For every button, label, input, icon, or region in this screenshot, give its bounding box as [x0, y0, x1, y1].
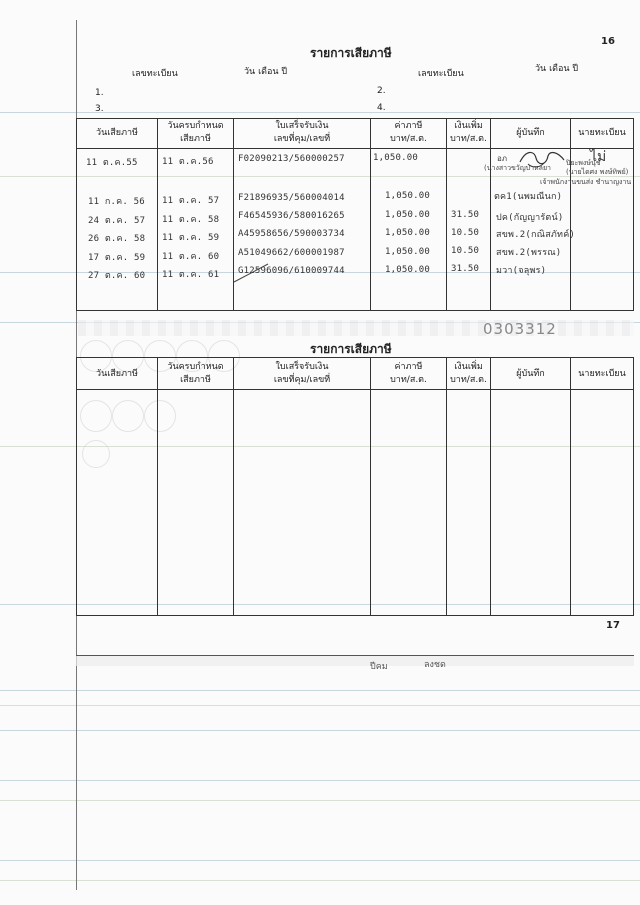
header-due-date-2: เสียภาษี — [180, 134, 211, 144]
header-extra-2: บาท/ส.ต. — [450, 134, 487, 144]
cell-due-date: 11 ต.ค. 59 — [162, 233, 220, 243]
header-receipt-2: เลขที่คุม/เลขที่ — [273, 375, 331, 385]
header-extra-2: บาท/ส.ต. — [450, 375, 487, 385]
header-recorder: ผู้บันทึก — [516, 369, 545, 379]
header-registrar: นายทะเบียน — [578, 369, 626, 379]
cell-due-date: 11 ต.ค. 57 — [162, 196, 220, 206]
cell-recorder: ปค(กัญญารัตน์) — [496, 213, 564, 223]
stamp-text-2: (นางสาวขวัญปาหลยา — [484, 164, 551, 172]
stamp-signature-mark: ไม่ — [590, 149, 607, 165]
cell-recorder: สขพ.2(พรรณ) — [496, 248, 562, 258]
cell-tax-date: 26 ต.ค. 58 — [88, 234, 146, 244]
bottom-text-left: ปีคม — [370, 662, 388, 672]
cell-extra: 10.50 — [451, 246, 480, 256]
header-registrar: นายทะเบียน — [578, 128, 626, 138]
page-number-bottom: 17 — [606, 620, 620, 631]
header-tax-2: บาท/ส.ต. — [390, 134, 427, 144]
cell-recorder: สขพ.2(กณิสภัทค์) — [496, 230, 576, 240]
reg-date-right: วัน เดือน ปี — [535, 64, 579, 74]
cell-tax: 1,050.00 — [385, 191, 430, 201]
cell-tax-date: 24 ต.ค. 57 — [88, 216, 146, 226]
bottom-text-right: ลงชด — [424, 660, 446, 670]
cell-tax: 1,050.00 — [385, 247, 430, 257]
header-receipt-2: เลขที่คุม/เลขที่ — [273, 134, 331, 144]
header-recorder: ผู้บันทึก — [516, 128, 545, 138]
header-extra-1: เงินเพิ่ม — [454, 121, 483, 131]
watermark-number: 0303312 — [483, 320, 557, 338]
header-receipt-1: ใบเสร็จรับเงิน — [275, 362, 329, 372]
cell-tax-date: 17 ต.ค. 59 — [88, 253, 146, 263]
cell-due-date: 11 ต.ค. 58 — [162, 215, 220, 225]
reg-date-left: วัน เดือน ปี — [244, 67, 288, 77]
reg-label-left: เลขทะเบียน — [132, 69, 178, 79]
header-tax-1: ค่าภาษี — [394, 362, 423, 372]
reg-number-2: 2. — [377, 86, 386, 96]
lower-page-band — [76, 656, 634, 666]
stamp-name: ปิยะพงษ์นุช — [566, 159, 601, 167]
header-due-date-1: วันครบกำหนด — [167, 362, 224, 372]
cell-tax-date: 11 ก.ค. 56 — [88, 197, 145, 207]
cell-due-date: 11 ต.ค. 61 — [162, 270, 220, 280]
cell-receipt: F02090213/560000257 — [238, 154, 345, 164]
cell-due-date: 11 ต.ค.56 — [162, 157, 214, 167]
cell-tax: 1,050.00 — [373, 153, 418, 163]
section-title: รายการเสียภาษี — [310, 46, 392, 60]
page-number-top: 16 — [601, 36, 615, 47]
cell-extra: 31.50 — [451, 264, 480, 274]
cell-due-date: 11 ต.ค. 60 — [162, 252, 220, 262]
cell-receipt: F21896935/560004014 — [238, 193, 345, 203]
cell-receipt: A45958656/590003734 — [238, 229, 345, 239]
stamp-position: เจ้าพนักงานขนส่ง ชำนาญงาน — [540, 178, 632, 186]
stamp-text-1: อภ — [497, 154, 508, 163]
cell-receipt: A51049662/600001987 — [238, 248, 345, 258]
cell-extra: 31.50 — [451, 210, 480, 220]
cell-recorder: ตค1(นพมณีนก) — [494, 192, 563, 202]
cell-tax-date: 11 ต.ค.55 — [86, 158, 138, 168]
header-tax-date: วันเสียภาษี — [96, 128, 138, 138]
reg-label-right: เลขทะเบียน — [418, 69, 464, 79]
reg-number-3: 3. — [95, 104, 104, 114]
pen-stroke-icon — [232, 262, 272, 284]
cell-tax: 1,050.00 — [385, 265, 430, 275]
header-receipt-1: ใบเสร็จรับเงิน — [275, 121, 329, 131]
cell-tax-date: 27 ต.ค. 60 — [88, 271, 146, 281]
cell-extra: 10.50 — [451, 228, 480, 238]
cell-recorder: มวา(จลุพร) — [496, 266, 547, 276]
reg-number-4: 4. — [377, 103, 386, 113]
section-title-2: รายการเสียภาษี — [310, 342, 392, 356]
cell-tax: 1,050.00 — [385, 228, 430, 238]
reg-number-1: 1. — [95, 88, 104, 98]
header-due-date-2: เสียภาษี — [180, 375, 211, 385]
header-tax-date: วันเสียภาษี — [96, 369, 138, 379]
stamp-name-2: (นายไดศง พงษ์ทิพย์) — [566, 168, 629, 176]
cell-tax: 1,050.00 — [385, 210, 430, 220]
cell-receipt: G12596096/610009744 — [238, 266, 345, 276]
header-tax-2: บาท/ส.ต. — [390, 375, 427, 385]
header-due-date-1: วันครบกำหนด — [167, 121, 224, 131]
cell-receipt: F46545936/580016265 — [238, 211, 345, 221]
header-extra-1: เงินเพิ่ม — [454, 362, 483, 372]
header-tax-1: ค่าภาษี — [394, 121, 423, 131]
